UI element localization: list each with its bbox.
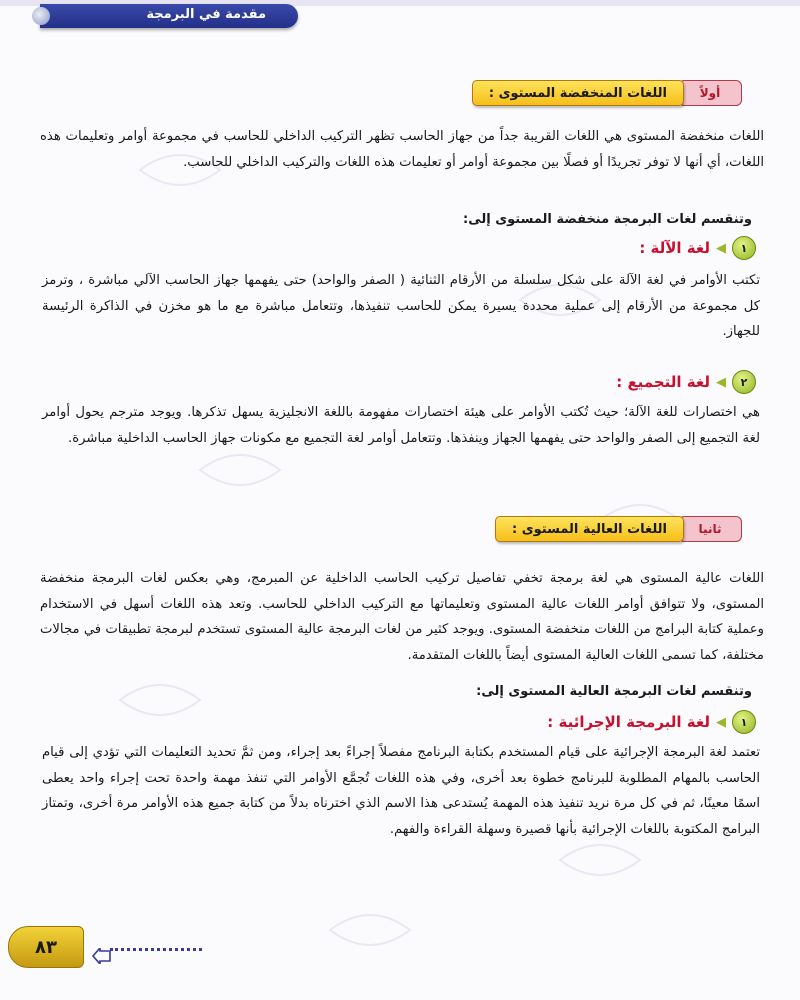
banner-dot-icon: [32, 7, 50, 25]
arrow-icon: ◀: [716, 240, 726, 256]
section-tag: أولاً: [678, 80, 742, 106]
section-heading-high-level: [422, 516, 742, 542]
subheading-title: لغة الآلة :: [639, 239, 710, 257]
section2-divides: وتنقسم لغات البرمجة العالية المستوى إلى:: [476, 684, 752, 699]
section1-intro: اللغات منخفضة المستوى هي اللغات القريبة جداً من جهاز الحاسب تظهر التركيب الداخلي للحاسب في مجموعة أوامر وتعليمات هذه اللغات، أي أنها لا توفر تجريدًا أو فصلًا بين مجموعة أوامر أو تعليمات هذه اللغات والتركيب الداخلي للحاسب.: [40, 129, 764, 170]
back-arrow-icon: [92, 948, 112, 964]
number-badge-icon: ٢: [732, 370, 756, 394]
section-heading-low-level: [422, 80, 742, 106]
subheading-procedural-language: [547, 710, 756, 734]
assembly-language-body: هي اختصارات للغة الآلة؛ حيث تُكتب الأوامر على هيئة اختصارات مفهومة باللغة الانجليزية يسهل تذكرها. ويوجد مترجم يحول أوامر لغة التجميع إلى الصفر والواحد حتى يفهمها الجهاز وينفذها. وتتعامل أوامر لغة التجميع مع مكونات جهاز الحاسب الداخلية مباشرة.: [42, 405, 760, 446]
chapter-banner: [40, 4, 298, 28]
section-title: اللغات المنخفضة المستوى :: [472, 80, 684, 106]
page-number: ٨٣: [8, 926, 84, 968]
arrow-icon: ◀: [716, 374, 726, 390]
machine-language-body: تكتب الأوامر في لغة الآلة على شكل سلسلة من الأرقام الثنائية ( الصفر والواحد) حتى يفهمها جهاز الحاسب الآلي مباشرة ، وترمز كل مجموعة من الأرقام إلى عملية محددة يسيرة يمكن للحاسب تنفيذها، وتتعامل مباشرة مع ما هو مخزن في الذاكرة الرئيسة للجهاز.: [42, 273, 760, 339]
chapter-title: مقدمة في البرمجة: [146, 7, 266, 22]
section-tag: ثانيا: [678, 516, 742, 542]
arrow-icon: ◀: [716, 714, 726, 730]
subheading-assembly-language: [616, 370, 756, 394]
section2-intro: اللغات عالية المستوى هي لغة برمجة تخفي تفاصيل تركيب الحاسب الداخلية عن المبرمج، وهي بعكس لغات البرمجة منخفضة المستوى، ولا تتوافق أوامر اللغات عالية المستوى وتعليماتها مع التركيب الداخلي للحاسب. وتعد هذه اللغات أسهل في الاستخدام وعملية كتابة البرامج من اللغات منخفضة المستوى. ويوجد كثير من لغات البرمجة عالية المستوى تستخدم لبرمجة تطبيقات في مجالات مختلفة، كما تسمى اللغات العالية المستوى أيضاً باللغات المتقدمة.: [40, 571, 764, 663]
subheading-title: لغة البرمجة الإجرائية :: [547, 713, 710, 731]
procedural-language-body: تعتمد لغة البرمجة الإجرائية على قيام المستخدم بكتابة البرنامج مفصلاً إجراءً بعد إجراء، ومن ثمَّ تحديد التعليمات التي تؤدي إلى قيام الحاسب بالمهام المطلوبة للبرنامج خطوة بعد أخرى، وفي هذه اللغات تُجمَّع الأوامر التي تنفذ مهمة واحدة تحت إجراء واحد يعطى اسمًا معينًا، ثم في كل مرة نريد تنفيذ هذه المهمة يُستدعى هذا الاسم الذي اخترناه بدلاً من كتابة جميع هذه الأوامر مرة أخرى، وتمتاز البرامج المكتوبة باللغات الإجرائية بأنها قصيرة وسهلة القراءة والفهم.: [42, 745, 760, 837]
subheading-title: لغة التجميع :: [616, 373, 710, 391]
subheading-machine-language: [639, 236, 756, 260]
number-badge-icon: ١: [732, 236, 756, 260]
number-badge-icon: ١: [732, 710, 756, 734]
dotted-leader: [110, 948, 202, 951]
section-title: اللغات العالية المستوى :: [495, 516, 684, 542]
section1-divides: وتنقسم لغات البرمجة منخفضة المستوى إلى:: [463, 212, 752, 227]
